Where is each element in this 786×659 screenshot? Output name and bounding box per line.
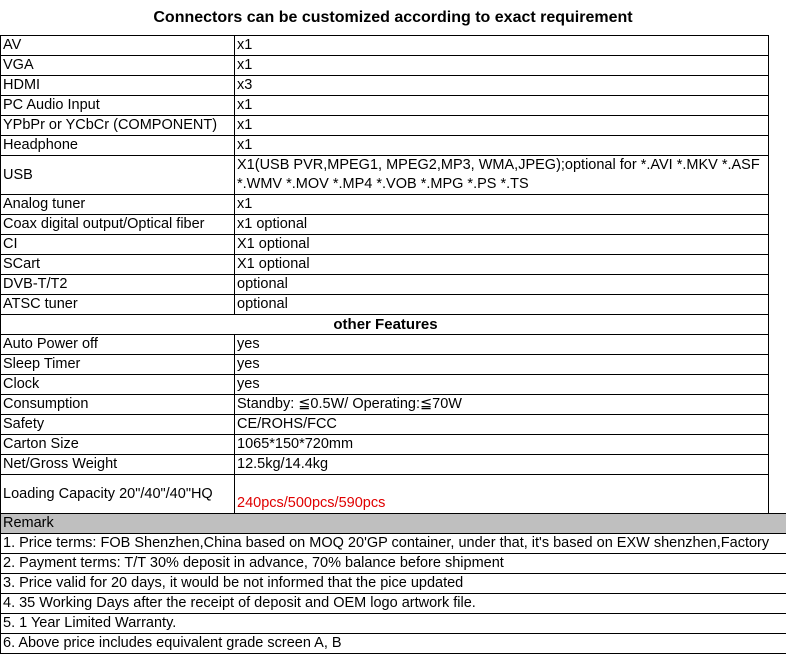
blank-cell [769, 195, 786, 215]
connector-value: x1 [235, 36, 769, 56]
blank-cell [769, 375, 786, 395]
spec-table [0, 35, 786, 654]
blank-cell [769, 415, 786, 435]
feature-row [1, 435, 786, 455]
connector-name: Analog tuner [1, 195, 235, 215]
connector-name: USB [1, 156, 235, 195]
blank-cell [769, 36, 786, 56]
feature-value: CE/ROHS/FCC [235, 415, 769, 435]
connector-name: VGA [1, 56, 235, 76]
connector-value: X1 optional [235, 255, 769, 275]
feature-row [1, 375, 786, 395]
connector-value: X1(USB PVR,MPEG1, MPEG2,MP3, WMA,JPEG);optional for *.AVI *.MKV *.ASF *.WMV *.MOV *.MP4 *.VOB *.MPG *.PS *.TS [235, 156, 769, 195]
feature-row [1, 355, 786, 375]
connector-row [1, 195, 786, 215]
blank-cell [769, 455, 786, 475]
blank-cell [769, 255, 786, 275]
feature-row [1, 335, 786, 355]
connector-row [1, 275, 786, 295]
remark-heading: Remark [1, 514, 786, 534]
connector-value: optional [235, 275, 769, 295]
blank-cell [769, 475, 786, 514]
connector-name: SCart [1, 255, 235, 275]
connector-row [1, 56, 786, 76]
feature-name: Net/Gross Weight [1, 455, 235, 475]
remark-item: 2. Payment terms: T/T 30% deposit in advance, 70% balance before shipment [1, 554, 786, 574]
connector-name: PC Audio Input [1, 96, 235, 116]
remark-item: 4. 35 Working Days after the receipt of deposit and OEM logo artwork file. [1, 594, 786, 614]
feature-name: Sleep Timer [1, 355, 235, 375]
remark-row [1, 534, 786, 554]
loading-capacity-name: Loading Capacity 20"/40"/40"HQ [1, 475, 235, 514]
connector-row [1, 136, 786, 156]
connector-row [1, 96, 786, 116]
blank-cell [769, 156, 786, 195]
remark-row [1, 614, 786, 634]
connector-name: YPbPr or YCbCr (COMPONENT) [1, 116, 235, 136]
connector-name: AV [1, 36, 235, 56]
feature-name: Safety [1, 415, 235, 435]
connector-value: x1 [235, 195, 769, 215]
blank-cell [769, 235, 786, 255]
loading-capacity-row [1, 475, 786, 514]
connector-row [1, 116, 786, 136]
connector-value: X1 optional [235, 235, 769, 255]
feature-row [1, 395, 786, 415]
feature-value: yes [235, 355, 769, 375]
blank-cell [769, 395, 786, 415]
blank-cell [769, 215, 786, 235]
sheet-title: Connectors can be customized according to exact requirement [153, 8, 633, 26]
remark-row [1, 594, 786, 614]
connector-value: x1 optional [235, 215, 769, 235]
connector-name: CI [1, 235, 235, 255]
feature-row [1, 415, 786, 435]
blank-cell [769, 56, 786, 76]
connector-name: Coax digital output/Optical fiber [1, 215, 235, 235]
remark-item: 1. Price terms: FOB Shenzhen,China based on MOQ 20'GP container, under that, it's based on EXW shenzhen,Factory [1, 534, 786, 554]
feature-name: Auto Power off [1, 335, 235, 355]
blank-cell [769, 275, 786, 295]
connector-name: HDMI [1, 76, 235, 96]
connector-row [1, 295, 786, 315]
connector-value: x1 [235, 56, 769, 76]
connector-value: x1 [235, 136, 769, 156]
connector-name: DVB-T/T2 [1, 275, 235, 295]
spec-table-body [1, 36, 786, 654]
connector-value: x1 [235, 116, 769, 136]
feature-row [1, 455, 786, 475]
remark-row [1, 634, 786, 654]
blank-cell [769, 76, 786, 96]
connector-name: Headphone [1, 136, 235, 156]
connector-row [1, 156, 786, 195]
connector-value: x1 [235, 96, 769, 116]
feature-value: 1065*150*720mm [235, 435, 769, 455]
blank-cell [769, 355, 786, 375]
connector-row [1, 255, 786, 275]
blank-cell [769, 435, 786, 455]
remark-row [1, 574, 786, 594]
connector-value: optional [235, 295, 769, 315]
remark-heading-row [1, 514, 786, 534]
blank-cell [769, 335, 786, 355]
blank-cell [769, 315, 786, 335]
feature-value: Standby: ≦0.5W/ Operating:≦70W [235, 395, 769, 415]
features-heading: other Features [1, 315, 769, 335]
feature-value: yes [235, 335, 769, 355]
connector-row [1, 235, 786, 255]
connector-value: x3 [235, 76, 769, 96]
loading-capacity-value: 240pcs/500pcs/590pcs [235, 475, 769, 514]
feature-name: Consumption [1, 395, 235, 415]
connector-row [1, 215, 786, 235]
blank-cell [769, 295, 786, 315]
connector-row [1, 76, 786, 96]
feature-name: Carton Size [1, 435, 235, 455]
connector-name: ATSC tuner [1, 295, 235, 315]
blank-cell [769, 96, 786, 116]
blank-cell [769, 116, 786, 136]
feature-value: 12.5kg/14.4kg [235, 455, 769, 475]
connector-row [1, 36, 786, 56]
remark-item: 3. Price valid for 20 days, it would be not informed that the pice updated [1, 574, 786, 594]
remark-item: 6. Above price includes equivalent grade screen A, B [1, 634, 786, 654]
blank-cell [769, 136, 786, 156]
remark-row [1, 554, 786, 574]
features-heading-row [1, 315, 786, 335]
feature-value: yes [235, 375, 769, 395]
feature-name: Clock [1, 375, 235, 395]
remark-item: 5. 1 Year Limited Warranty. [1, 614, 786, 634]
